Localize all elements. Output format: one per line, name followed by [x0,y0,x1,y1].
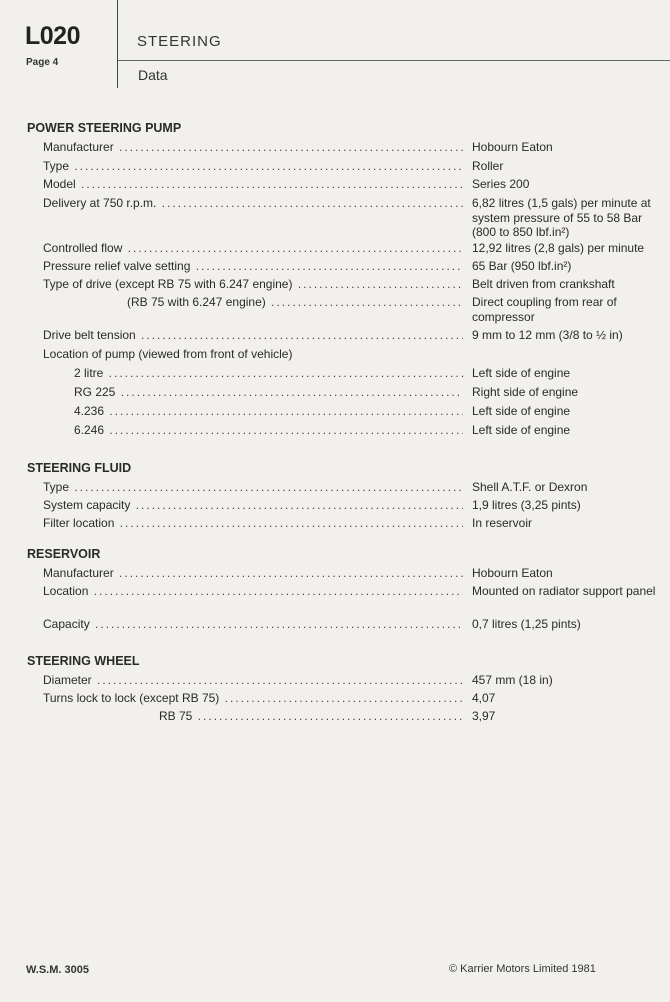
row-label: Diameter ..... [43,673,463,687]
row-label: RB 75 ..... [159,709,463,723]
row-label: Manufacturer ..... [43,566,463,580]
data-row [0,566,670,582]
row-label: Controlled flow ..... [43,241,463,255]
data-row [0,241,670,257]
header-divider-horizontal [118,60,670,61]
data-row [0,691,670,707]
row-label: System capacity ..... [43,498,463,512]
header-divider-vertical [117,0,118,88]
data-row [0,328,670,344]
data-row [0,177,670,193]
row-label: Location of pump (viewed from front of vehicle) [43,347,293,361]
row-label: Pressure relief valve setting ..... [43,259,463,273]
row-label: Delivery at 750 r.p.m. ..... [43,196,463,210]
section-title-steering-wheel: STEERING WHEEL [27,654,140,668]
page-subtitle: Data [138,67,168,83]
row-value: 0,7 litres (1,25 pints) [472,617,581,631]
row-label: Type of drive (except RB 75 with 6.247 engine) ..... [43,277,463,291]
row-value: Left side of engine [472,366,571,380]
row-label: Location ..... [43,584,463,598]
row-value: 4,07 [472,691,496,705]
row-label: Manufacturer ..... [43,140,463,154]
section-title-steering-fluid: STEERING FLUID [27,461,132,475]
row-value: 457 mm (18 in) [472,673,553,687]
row-value: 12,92 litres (2,8 gals) per minute [472,241,645,255]
row-value: Series 200 [472,177,530,191]
row-label: Turns lock to lock (except RB 75) ..... [43,691,463,705]
row-label: 6.246 ..... [74,423,463,437]
data-row [0,673,670,689]
row-value: Direct coupling from rear of compressor [472,295,617,324]
row-value: 6,82 litres (1,5 gals) per minute at system pressure of 55 to 58 Bar (800 to 850 lbf.in²) [472,196,651,239]
data-row [0,196,670,239]
row-value: 1,9 litres (3,25 pints) [472,498,581,512]
data-row [0,516,670,532]
data-row [0,584,670,600]
row-label: 2 litre ..... [74,366,463,380]
row-value: In reservoir [472,516,533,530]
row-label: Capacity ..... [43,617,463,631]
data-row [0,159,670,175]
row-value: Hobourn Eaton [472,140,553,154]
row-value: Hobourn Eaton [472,566,553,580]
row-value: Belt driven from crankshaft [472,277,615,291]
data-row [0,423,670,439]
page-title: STEERING [137,33,222,50]
row-value: 3,97 [472,709,496,723]
data-row [0,480,670,496]
header-code: L020 [25,22,80,50]
row-label: (RB 75 with 6.247 engine) ..... [127,295,463,309]
row-value: Shell A.T.F. or Dexron [472,480,588,494]
row-value: Right side of engine [472,385,579,399]
data-row [0,366,670,382]
row-label: RG 225 ..... [74,385,463,399]
data-row [0,385,670,401]
data-row [0,295,670,324]
data-row [0,404,670,420]
data-row [0,498,670,514]
section-title-reservoir: RESERVOIR [27,547,101,561]
row-value: Left side of engine [472,423,571,437]
row-label: Type ..... [43,480,463,494]
row-value: Roller [472,159,504,173]
row-value: Mounted on radiator support panel [472,584,656,598]
data-row [0,140,670,156]
row-value: 9 mm to 12 mm (3/8 to ½ in) [472,328,623,342]
page-number: Page 4 [26,57,59,68]
row-label: Drive belt tension ..... [43,328,463,342]
footer-copyright: © Karrier Motors Limited 1981 [449,963,596,975]
row-value: Left side of engine [472,404,571,418]
data-row [0,259,670,275]
row-label: Type ..... [43,159,463,173]
row-value: 65 Bar (950 lbf.in²) [472,259,572,273]
row-label: Filter location ..... [43,516,463,530]
footer-manual-code: W.S.M. 3005 [26,964,89,976]
data-row [0,709,670,725]
row-label: 4.236 ..... [74,404,463,418]
row-label: Model ..... [43,177,463,191]
data-row [0,347,670,363]
data-row [0,617,670,633]
section-title-power-steering-pump: POWER STEERING PUMP [27,121,182,135]
data-row [0,277,670,293]
